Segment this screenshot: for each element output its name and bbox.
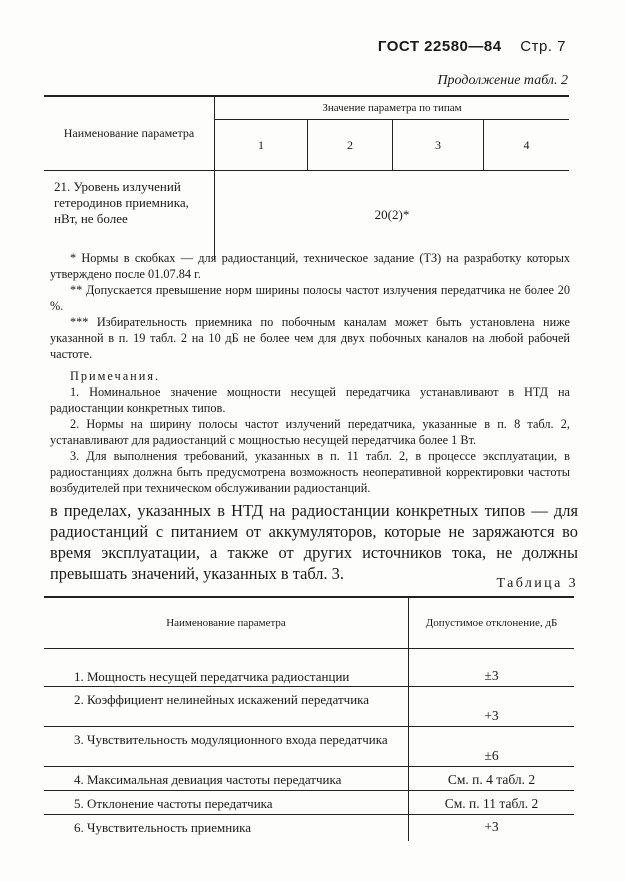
- table-continuation-label: Продолжение табл. 2: [437, 73, 568, 88]
- t2-row-value: 20(2)*: [215, 171, 570, 260]
- t2-col-3: 3: [393, 120, 484, 171]
- t2-col-4: 4: [484, 120, 570, 171]
- note-1: 1. Номинальное значение мощности несущей передатчика устанавливают в НТД на радиостанции конкретных типов.: [50, 385, 570, 415]
- t2-row-name: 21. Уровень излучений гетеродинов приемника, нВт, не более: [44, 171, 215, 260]
- t2-group-header: Значение параметра по типам: [215, 96, 570, 120]
- t3-row-4-name: 4. Максимальная девиация частоты передатчика: [44, 767, 409, 791]
- page-header: [378, 38, 566, 55]
- notes-title: Примечания.: [70, 369, 161, 383]
- body-text: [50, 500, 578, 584]
- standard-number: ГОСТ 22580—84: [377, 38, 502, 55]
- footnote-3: *** Избирательность приемника по побочным каналам может быть установлена ниже указанной в п. 19 табл. 2 на 10 дБ не более чем для двух побочных каналов на любой рабочей частоте.: [50, 315, 570, 361]
- table-3: [44, 596, 574, 841]
- t3-row-1-name: 1. Мощность несущей передатчика радиостанции: [44, 649, 409, 687]
- body-paragraph: в пределах, указанных в НТД на радиостанции конкретных типов — для радиостанций с питанием от аккумуляторов, которые не заряжаются во время эксплуатации, а также от других источников тока, не должны превышать значений, указанных в табл. 3.: [50, 501, 578, 583]
- t2-col-1: 1: [215, 120, 308, 171]
- table-3-caption: Таблица 3: [496, 576, 578, 591]
- t3-row-5-name: 5. Отклонение частоты передатчика: [44, 791, 409, 815]
- page-number: Стр. 7: [520, 38, 566, 55]
- table-2-continuation: [44, 95, 569, 259]
- t3-row-3-name: 3. Чувствительность модуляционного входа передатчика: [44, 727, 409, 767]
- t3-row-3-value: ±6: [409, 727, 575, 767]
- t3-deviation-header: Допустимое отклонение, дБ: [409, 597, 575, 649]
- t3-row-2-name: 2. Коэффициент нелинейных искажений передатчика: [44, 687, 409, 727]
- t2-name-header: Наименование параметра: [44, 96, 215, 171]
- footnote-2: ** Допускается превышение норм ширины полосы частот излучения передатчика не более 20 %.: [50, 283, 570, 313]
- t3-row-4-value: См. п. 4 табл. 2: [409, 767, 575, 791]
- t3-row-2-value: +3: [409, 687, 575, 727]
- t3-row-6-name: 6. Чувствительность приемника: [74, 820, 252, 835]
- t2-col-2: 2: [308, 120, 393, 171]
- note-2: 2. Нормы на ширину полосы частот излучений передатчика, указанные в п. 8 табл. 2, устанавливают для радиостанций с мощностью несущей передатчика более 1 Вт.: [50, 417, 570, 447]
- t3-row-1-value: ±3: [409, 649, 575, 687]
- t3-name-header: Наименование параметра: [44, 597, 409, 649]
- footnotes-section: [50, 250, 570, 496]
- note-3: 3. Для выполнения требований, указанных в п. 11 табл. 2, в процессе эксплуатации, в радиостанциях должна быть предусмотрена возможность неоперативной корректировки частоты возбудителей при техническом обслуживании радиостанций.: [50, 449, 570, 495]
- t3-row-5-value: См. п. 11 табл. 2: [409, 791, 575, 815]
- t3-row-6-value: +3: [409, 815, 575, 841]
- footnote-1: * Нормы в скобках — для радиостанций, техническое задание (ТЗ) на разработку которых утверждено после 01.07.84 г.: [50, 251, 570, 281]
